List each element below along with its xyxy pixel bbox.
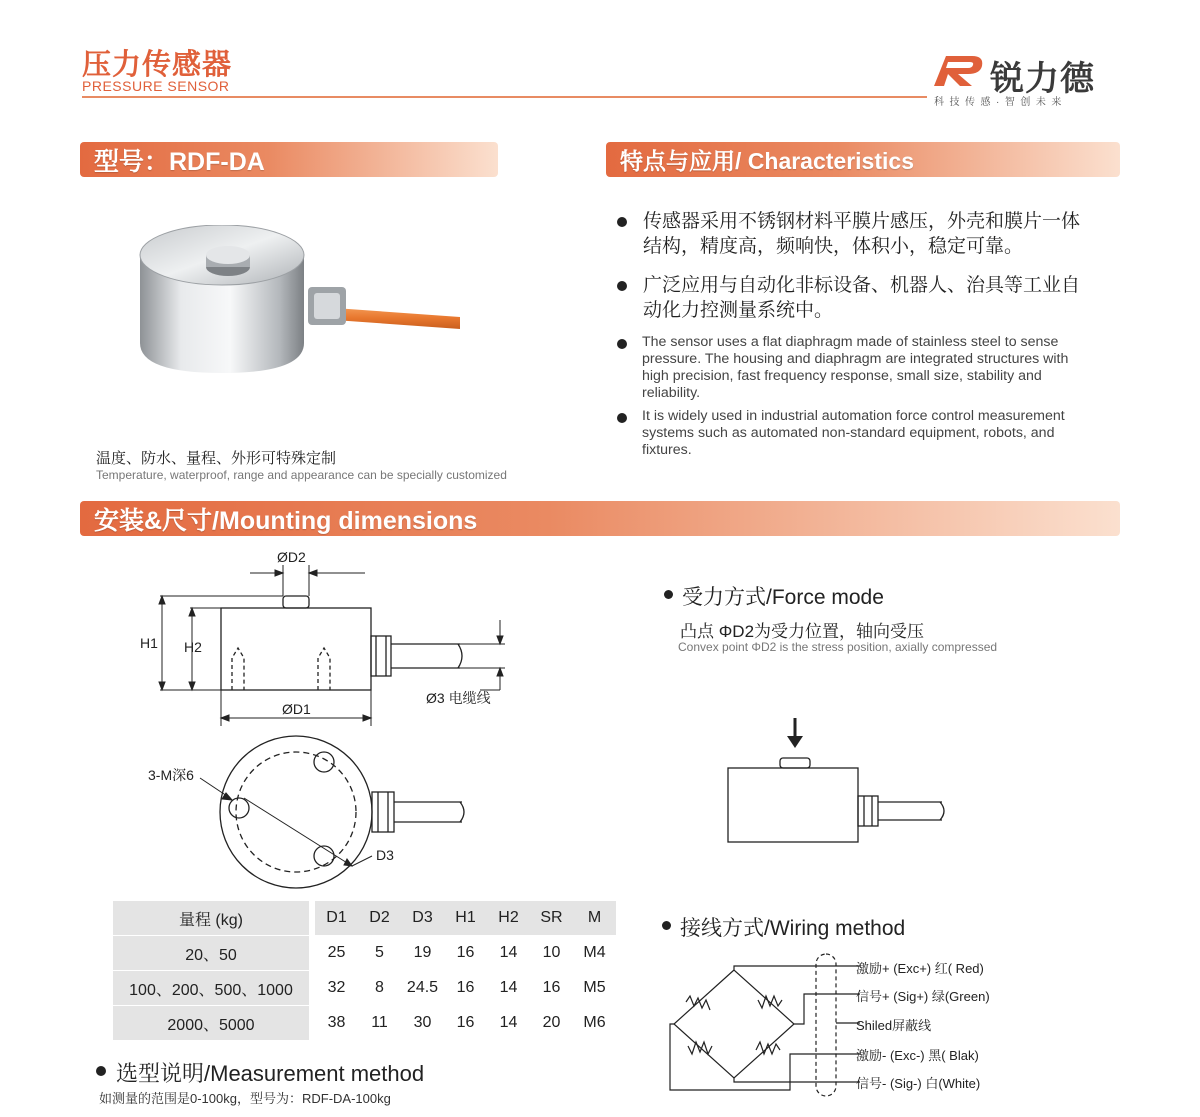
col-header-d2: D2	[358, 901, 401, 936]
force-arrow-icon	[787, 736, 803, 748]
col-header-h2: H2	[487, 901, 530, 936]
header-divider	[82, 96, 927, 98]
wire-label-exc-plus: 激励+ (Exc+) 红( Red)	[856, 961, 984, 976]
col-header-d1: D1	[315, 901, 358, 936]
page-subtitle: PRESSURE SENSOR	[82, 78, 230, 94]
table-cell: M4	[573, 936, 616, 971]
table-cell: 19	[401, 936, 444, 971]
table-cell: 14	[487, 1006, 530, 1041]
table-cell: 14	[487, 936, 530, 971]
force-mode-title: 受力方式/Force mode	[664, 581, 884, 611]
col-header-d3: D3	[401, 901, 444, 936]
col-header-sr: SR	[530, 901, 573, 936]
dim-label-threads: 3-M深6	[148, 767, 194, 783]
table-row	[113, 971, 616, 1006]
dimension-drawing	[140, 540, 520, 900]
table-cell: 16	[444, 971, 487, 1006]
wire-label-exc-minus: 激励- (Exc-) 黑( Blak)	[856, 1048, 979, 1063]
mounting-bar: 安装&尺寸/Mounting dimensions	[80, 501, 1120, 536]
dim-label-d3-cable: Ø3 电缆线	[426, 690, 491, 706]
force-mode-diagram	[720, 712, 960, 852]
table-cell: 24.5	[401, 971, 444, 1006]
table-cell: 5	[358, 936, 401, 971]
dim-label-d3: D3	[376, 847, 394, 863]
force-mode-cn: 凸点 ΦD2为受力位置，轴向受压	[680, 622, 925, 641]
table-cell: 14	[487, 971, 530, 1006]
char-point-en-1: The sensor uses a flat diaphragm made of stainless steel to sense pressure. The housing and diaphragm are integrated structures with high precision, fast frequency response, small size, stability and reliability.	[617, 334, 1097, 402]
table-row	[113, 1006, 616, 1041]
wiring-diagram	[664, 950, 864, 1100]
table-cell: 32	[315, 971, 358, 1006]
table-cell: 10	[530, 936, 573, 971]
wire-label-shield: Shiled屏蔽线	[856, 1018, 932, 1033]
measurement-title: 选型说明/Measurement method	[96, 1057, 424, 1088]
col-header-h1: H1	[444, 901, 487, 936]
table-cell: 25	[315, 936, 358, 971]
table-cell: M5	[573, 971, 616, 1006]
dim-label-h2: H2	[184, 639, 202, 655]
table-cell: 100、200、500、1000	[113, 971, 309, 1006]
brand-logo-icon	[932, 52, 988, 88]
dim-label-h1: H1	[140, 635, 158, 651]
wire-label-sig-plus: 信号+ (Sig+) 绿(Green)	[856, 989, 990, 1004]
table-cell: 8	[358, 971, 401, 1006]
col-header-m: M	[573, 901, 616, 936]
spec-table	[113, 901, 616, 1041]
table-cell: 16	[444, 1006, 487, 1041]
char-point-cn-2: 广泛应用与自动化非标设备、机器人、治具等工业自动化力控测量系统中。	[617, 273, 1087, 323]
table-header-row	[113, 901, 616, 936]
brand-slogan: 科技传感·智创未来	[934, 97, 1067, 108]
dim-label-d2: ØD2	[277, 549, 306, 565]
table-cell: 20	[530, 1006, 573, 1041]
wire-label-sig-minus: 信号- (Sig-) 白(White)	[856, 1076, 981, 1091]
brand-name: 锐力德	[990, 60, 1095, 98]
measurement-text: 如测量的范围是0-100kg，型号为：RDF-DA-100kg	[99, 1091, 391, 1106]
col-header-range: 量程 (kg)	[113, 901, 309, 936]
table-cell: 16	[444, 936, 487, 971]
table-row	[113, 936, 616, 971]
table-cell: M6	[573, 1006, 616, 1041]
product-photo	[130, 225, 465, 375]
char-point-cn-1: 传感器采用不锈钢材料平膜片感压，外壳和膜片一体结构，精度高，频响快，体积小，稳定可靠。	[617, 209, 1087, 259]
customization-cn: 温度、防水、量程、外形可特殊定制	[96, 450, 337, 467]
model-bar: 型号：RDF-DA	[80, 142, 498, 177]
table-cell: 30	[401, 1006, 444, 1041]
table-cell: 38	[315, 1006, 358, 1041]
page-title: 压力传感器	[82, 49, 233, 81]
table-cell: 20、50	[113, 936, 309, 971]
char-point-en-2: It is widely used in industrial automation force control measurement systems such as automated non-standard equipment, robots, and fixtures.	[617, 408, 1097, 459]
wiring-title: 接线方式/Wiring method	[662, 912, 905, 942]
table-cell: 2000、5000	[113, 1006, 309, 1041]
force-mode-en: Convex point ΦD2 is the stress position, axially compressed	[678, 640, 998, 654]
characteristics-bar: 特点与应用/ Characteristics	[606, 142, 1120, 177]
dim-label-d1: ØD1	[282, 701, 311, 717]
table-cell: 11	[358, 1006, 401, 1041]
customization-en: Temperature, waterproof, range and appearance can be specially customized	[96, 468, 507, 482]
table-cell: 16	[530, 971, 573, 1006]
